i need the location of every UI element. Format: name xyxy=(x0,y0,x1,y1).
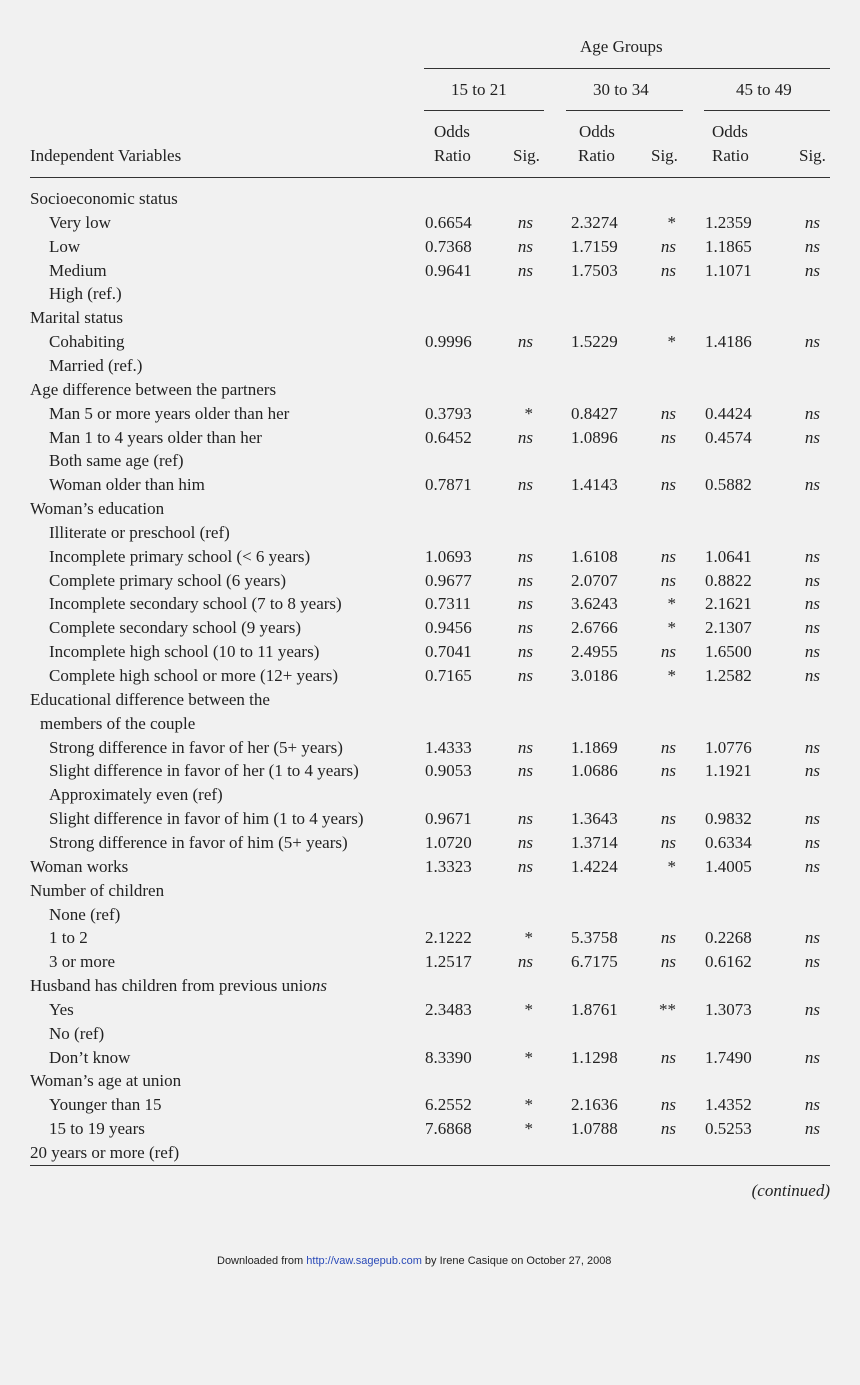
row-label xyxy=(30,189,178,209)
odds-ratio-value: 1.3714 xyxy=(571,832,618,852)
odds-ratio-value: 1.4186 xyxy=(705,332,752,352)
significance-value: ns xyxy=(804,666,820,685)
odds-ratio-value: 2.1636 xyxy=(571,1095,618,1115)
row-label-text: Complete primary school (6 years) xyxy=(49,570,286,590)
significance-value: ns xyxy=(804,427,820,447)
significance-value: ns xyxy=(660,952,676,972)
row-label xyxy=(30,1071,181,1091)
significance-value: ns xyxy=(517,594,533,614)
odds-ratio-value: 0.4424 xyxy=(705,403,752,423)
row-label-text: Woman works xyxy=(30,856,129,876)
odds-ratio-value: 0.6334 xyxy=(705,832,752,852)
odds-ratio-value: 0.7368 xyxy=(425,236,472,256)
significance-value: ns xyxy=(660,546,676,566)
row-label-text: members of the couple xyxy=(40,713,196,733)
significance-value: ns xyxy=(517,260,533,280)
row-label xyxy=(49,475,205,495)
continued-note: (continued) xyxy=(751,1181,830,1200)
row-label xyxy=(49,1048,130,1068)
odds-ratio-value: 0.9456 xyxy=(425,618,472,638)
odds-ratio-value: 2.3483 xyxy=(425,999,472,1019)
significance-value: ns xyxy=(804,332,820,352)
row-label-text: Socioeconomic status xyxy=(30,189,178,208)
row-label-text: Both same age (ref) xyxy=(49,451,184,471)
row-label xyxy=(40,714,195,734)
significance-value: * xyxy=(524,1095,533,1115)
odds-ratio-value: 1.0720 xyxy=(425,832,472,852)
significance-value: ns xyxy=(660,570,676,590)
footer-suffix: by Irene Casique on October 27, 2008 xyxy=(421,1255,612,1267)
odds-ratio-value: 1.0686 xyxy=(571,761,618,781)
row-label-text: Incomplete high school (10 to 11 years) xyxy=(49,642,320,662)
odds-ratio-value: 1.3323 xyxy=(425,856,472,876)
odds-ratio-value: 0.7311 xyxy=(425,594,472,614)
row-label-text: Complete secondary school (9 years) xyxy=(49,618,302,638)
significance-value: ns xyxy=(517,618,533,638)
row-label xyxy=(49,404,289,424)
significance-value: ns xyxy=(517,809,533,829)
odds-ratio-value: 1.0693 xyxy=(425,546,472,566)
odds-ratio-value: 1.5229 xyxy=(571,332,618,352)
significance-value: ns xyxy=(804,618,820,638)
row-label-text: Don’t know xyxy=(49,1047,131,1067)
odds-ratio-value: 0.9996 xyxy=(425,332,472,352)
footer-prefix: Downloaded from xyxy=(217,1255,307,1267)
significance-value: ns xyxy=(660,1095,676,1115)
row-label-text: Slight difference in favor of him (1 to 4 years) xyxy=(49,809,364,829)
significance-value: ns xyxy=(660,737,676,757)
odds-ratio-value: 1.4005 xyxy=(705,856,752,876)
odds-ratio-value: 5.3758 xyxy=(571,928,618,948)
significance-value: * xyxy=(524,403,533,423)
significance-value: * xyxy=(524,928,533,948)
row-label xyxy=(49,356,142,376)
odds-ratio-value: 0.9641 xyxy=(425,260,472,280)
odds-ratio-value: 0.9832 xyxy=(705,809,752,829)
significance-value: ns xyxy=(804,952,820,972)
odds-ratio-value: 1.2582 xyxy=(705,666,752,685)
significance-value: ns xyxy=(660,427,676,447)
row-label-text: High (ref.) xyxy=(49,284,122,304)
odds-ratio-value: 0.7165 xyxy=(425,666,472,685)
significance-value: ns xyxy=(804,761,820,781)
odds-ratio-value: 0.5882 xyxy=(705,475,752,495)
significance-value: ns xyxy=(660,761,676,781)
row-label-text: Cohabiting xyxy=(49,332,125,352)
row-label xyxy=(49,666,338,686)
row-label-text: Medium xyxy=(49,260,107,280)
age-groups-title: Age Groups xyxy=(580,37,663,56)
row-label xyxy=(49,451,184,471)
odds-ratio-value: 2.6766 xyxy=(571,618,618,638)
significance-value: ns xyxy=(660,809,676,829)
row-label-text: Man 1 to 4 years older than her xyxy=(49,427,262,447)
significance-value: ns xyxy=(517,856,533,876)
row-label xyxy=(49,905,120,925)
row-label-text: Strong difference in favor of her (5+ years) xyxy=(49,737,343,757)
row-label xyxy=(49,761,359,781)
significance-value: ** xyxy=(659,999,676,1019)
footer-link[interactable]: http://vaw.sagepub.com xyxy=(306,1255,422,1267)
row-label xyxy=(49,809,364,829)
row-label xyxy=(49,213,111,233)
row-label xyxy=(49,261,107,281)
odds-ratio-value: 0.9671 xyxy=(425,809,472,829)
odds-label-1: Odds xyxy=(434,122,470,141)
significance-value: ns xyxy=(660,1047,676,1067)
significance-value: ns xyxy=(804,236,820,256)
sig-label-2: Sig. xyxy=(651,146,678,165)
row-label xyxy=(30,380,276,400)
significance-value: * xyxy=(667,666,676,685)
row-label-text: Complete high school or more (12+ years) xyxy=(49,666,339,685)
significance-value: ns xyxy=(804,642,820,662)
group-rule-30-34 xyxy=(566,110,683,111)
row-label xyxy=(49,1095,162,1115)
row-label-text: Approximately even (ref) xyxy=(49,785,223,805)
significance-value: ns xyxy=(517,427,533,447)
significance-value: ns xyxy=(804,856,820,876)
header-bottom-rule xyxy=(30,177,830,178)
significance-value: ns xyxy=(804,1095,820,1115)
odds-ratio-value: 1.7503 xyxy=(571,260,618,280)
row-label xyxy=(49,785,223,805)
significance-value: ns xyxy=(804,999,820,1019)
row-label xyxy=(30,881,164,901)
odds-ratio-value: 1.4352 xyxy=(705,1095,752,1115)
odds-ratio-value: 0.2268 xyxy=(705,928,752,948)
row-label-text: Younger than 15 xyxy=(49,1095,162,1115)
sig-label-3: Sig. xyxy=(799,146,826,165)
row-label-text: No (ref) xyxy=(49,1023,105,1043)
row-label-text: Incomplete secondary school (7 to 8 years) xyxy=(49,594,342,614)
row-label xyxy=(49,523,230,543)
significance-value: ns xyxy=(804,260,820,280)
odds-ratio-value: 3.6243 xyxy=(571,594,618,614)
odds-ratio-value: 7.6868 xyxy=(425,1119,472,1139)
row-label xyxy=(49,284,122,304)
odds-ratio-value: 1.1865 xyxy=(705,236,752,256)
row-label xyxy=(49,332,125,352)
odds-ratio-value: 0.3793 xyxy=(425,403,472,423)
odds-ratio-value: 1.3643 xyxy=(571,809,618,829)
significance-value: * xyxy=(667,212,676,232)
group-header-45-49: 45 to 49 xyxy=(736,80,792,99)
row-label-text: Woman older than him xyxy=(49,475,205,495)
significance-value: ns xyxy=(804,570,820,590)
row-label-text: Man 5 or more years older than her xyxy=(49,403,290,423)
row-label xyxy=(30,690,270,710)
odds-ratio-value: 1.1921 xyxy=(705,761,752,781)
odds-ratio-value: 2.1307 xyxy=(705,618,752,638)
significance-value: ns xyxy=(804,1047,820,1067)
significance-value: ns xyxy=(517,212,533,232)
significance-value: ns xyxy=(804,403,820,423)
row-label xyxy=(49,594,342,614)
odds-ratio-value: 1.1298 xyxy=(571,1047,618,1067)
significance-value: ns xyxy=(660,403,676,423)
significance-value: * xyxy=(524,1119,533,1139)
row-label-text: 20 years or more (ref) xyxy=(30,1143,180,1162)
significance-value: ns xyxy=(804,212,820,232)
row-label-text: Low xyxy=(49,236,81,256)
odds-ratio-value: 3.0186 xyxy=(571,666,618,685)
significance-value: ns xyxy=(660,1119,676,1139)
significance-value: ns xyxy=(517,475,533,495)
row-label xyxy=(49,928,88,948)
significance-value: ns xyxy=(517,952,533,972)
significance-value: ns xyxy=(660,928,676,948)
odds-ratio-value: 2.1621 xyxy=(705,594,752,614)
odds-ratio-value: 0.9677 xyxy=(425,570,472,590)
significance-value: * xyxy=(667,856,676,876)
significance-value: ns xyxy=(660,475,676,495)
odds-ratio-value: 2.1222 xyxy=(425,928,472,948)
significance-value: ns xyxy=(660,236,676,256)
row-label-text: Age difference between the partners xyxy=(30,379,277,399)
odds-label-2: Odds xyxy=(579,122,615,141)
odds-ratio-value: 1.4143 xyxy=(571,475,618,495)
odds-ratio-value: 8.3390 xyxy=(425,1047,472,1067)
significance-value: ns xyxy=(804,1119,820,1139)
significance-value: ns xyxy=(517,570,533,590)
odds-ratio-value: 0.6162 xyxy=(705,952,752,972)
odds-ratio-value: 2.3274 xyxy=(571,212,618,232)
row-label-text: Slight difference in favor of her (1 to 4 years) xyxy=(49,761,359,781)
row-label xyxy=(30,857,128,877)
significance-value: ns xyxy=(804,832,820,852)
significance-value: ns xyxy=(660,642,676,662)
odds-ratio-value: 1.0776 xyxy=(705,737,752,757)
odds-ratio-value: 0.8427 xyxy=(571,403,618,423)
row-label-text: Educational difference between the xyxy=(30,689,270,709)
odds-ratio-value: 0.7871 xyxy=(425,475,472,495)
odds-ratio-value: 1.2359 xyxy=(705,212,752,232)
row-label xyxy=(49,428,262,448)
significance-value: ns xyxy=(517,642,533,662)
sig-label-1: Sig. xyxy=(513,146,540,165)
group-header-15-21: 15 to 21 xyxy=(451,80,507,99)
ratio-label-1: Ratio xyxy=(434,146,471,165)
row-label-text: 1 to 2 xyxy=(49,928,88,948)
significance-value: ns xyxy=(804,475,820,495)
odds-ratio-value: 1.6500 xyxy=(705,642,752,662)
odds-ratio-value: 0.6654 xyxy=(425,212,472,232)
ratio-label-3: Ratio xyxy=(712,146,749,165)
row-label-text: Husband has children from previous unio xyxy=(30,976,312,996)
odds-ratio-value: 0.9053 xyxy=(425,761,472,781)
significance-value: ns xyxy=(517,546,533,566)
significance-value: ns xyxy=(517,236,533,256)
significance-value: * xyxy=(524,1047,533,1067)
significance-value: ns xyxy=(517,832,533,852)
significance-value: * xyxy=(524,999,533,1019)
row-label-tail: ns xyxy=(311,976,327,996)
significance-value: ns xyxy=(660,832,676,852)
odds-ratio-value: 1.3073 xyxy=(705,999,752,1019)
odds-ratio-value: 1.1869 xyxy=(571,737,618,757)
group-header-30-34: 30 to 34 xyxy=(593,80,649,99)
odds-ratio-value: 1.7490 xyxy=(705,1047,752,1067)
odds-ratio-value: 0.5253 xyxy=(705,1119,752,1139)
significance-value: ns xyxy=(517,666,533,685)
row-label xyxy=(49,618,301,638)
row-label-text: Incomplete primary school (< 6 years) xyxy=(49,546,311,566)
row-label xyxy=(30,499,164,519)
row-label-text: Illiterate or preschool (ref) xyxy=(49,522,230,542)
odds-label-3: Odds xyxy=(712,122,748,141)
age-groups-rule xyxy=(424,68,830,69)
significance-value: ns xyxy=(804,737,820,757)
odds-ratio-value: 1.7159 xyxy=(571,236,618,256)
group-rule-15-21 xyxy=(424,110,544,111)
row-label-text: Strong difference in favor of him (5+ years) xyxy=(49,832,348,852)
odds-ratio-value: 0.8822 xyxy=(705,570,752,590)
row-label xyxy=(49,1000,74,1020)
odds-ratio-value: 6.7175 xyxy=(571,952,618,972)
odds-ratio-value: 1.1071 xyxy=(705,260,752,280)
row-label xyxy=(49,571,286,591)
row-label xyxy=(49,547,310,567)
row-label-text: 15 to 19 years xyxy=(49,1119,145,1139)
odds-ratio-value: 2.4955 xyxy=(571,642,618,662)
odds-ratio-value: 1.0788 xyxy=(571,1119,618,1139)
odds-ratio-value: 1.0641 xyxy=(705,546,752,566)
odds-ratio-value: 1.8761 xyxy=(571,999,618,1019)
significance-value: * xyxy=(667,332,676,352)
significance-value: * xyxy=(667,594,676,614)
odds-ratio-value: 0.7041 xyxy=(425,642,472,662)
odds-ratio-value: 1.2517 xyxy=(425,952,472,972)
row-label-text: Yes xyxy=(49,999,74,1019)
row-label-text: 3 or more xyxy=(49,952,116,972)
significance-value: ns xyxy=(517,737,533,757)
row-header: Independent Variables xyxy=(30,146,182,165)
odds-ratio-value: 1.4333 xyxy=(425,737,472,757)
row-label-text: Woman’s education xyxy=(30,499,165,519)
row-label-text: Marital status xyxy=(30,308,124,328)
odds-ratio-value: 1.4224 xyxy=(571,856,618,876)
row-label-text: Very low xyxy=(49,212,111,232)
odds-ratio-value: 6.2552 xyxy=(425,1095,472,1115)
row-label xyxy=(30,308,123,328)
odds-ratio-value: 0.6452 xyxy=(425,427,472,447)
significance-value: ns xyxy=(517,332,533,352)
significance-value: ns xyxy=(804,546,820,566)
row-label-text: Number of children xyxy=(30,880,165,900)
row-label xyxy=(30,1143,179,1163)
row-label xyxy=(49,833,348,853)
row-label-text: Married (ref.) xyxy=(49,355,143,375)
row-label xyxy=(49,237,80,257)
odds-ratio-value: 1.0896 xyxy=(571,427,618,447)
significance-value: ns xyxy=(804,809,820,829)
row-label xyxy=(49,642,319,662)
significance-value: ns xyxy=(804,928,820,948)
significance-value: ns xyxy=(660,260,676,280)
row-label xyxy=(49,738,343,758)
odds-ratio-value: 2.0707 xyxy=(571,570,618,590)
significance-value: ns xyxy=(804,594,820,614)
row-label xyxy=(49,952,115,972)
ratio-label-2: Ratio xyxy=(578,146,615,165)
odds-ratio-value: 1.6108 xyxy=(571,546,618,566)
row-label-text: Woman’s age at union xyxy=(30,1071,182,1091)
row-label xyxy=(49,1119,145,1139)
significance-value: * xyxy=(667,618,676,638)
row-label xyxy=(30,976,327,996)
row-label-text: None (ref) xyxy=(49,904,121,924)
table-bottom-rule xyxy=(30,1165,830,1166)
significance-value: ns xyxy=(517,761,533,781)
row-label xyxy=(49,1024,104,1044)
group-rule-45-49 xyxy=(704,110,830,111)
download-footer xyxy=(217,1254,611,1268)
odds-ratio-value: 0.4574 xyxy=(705,427,752,447)
